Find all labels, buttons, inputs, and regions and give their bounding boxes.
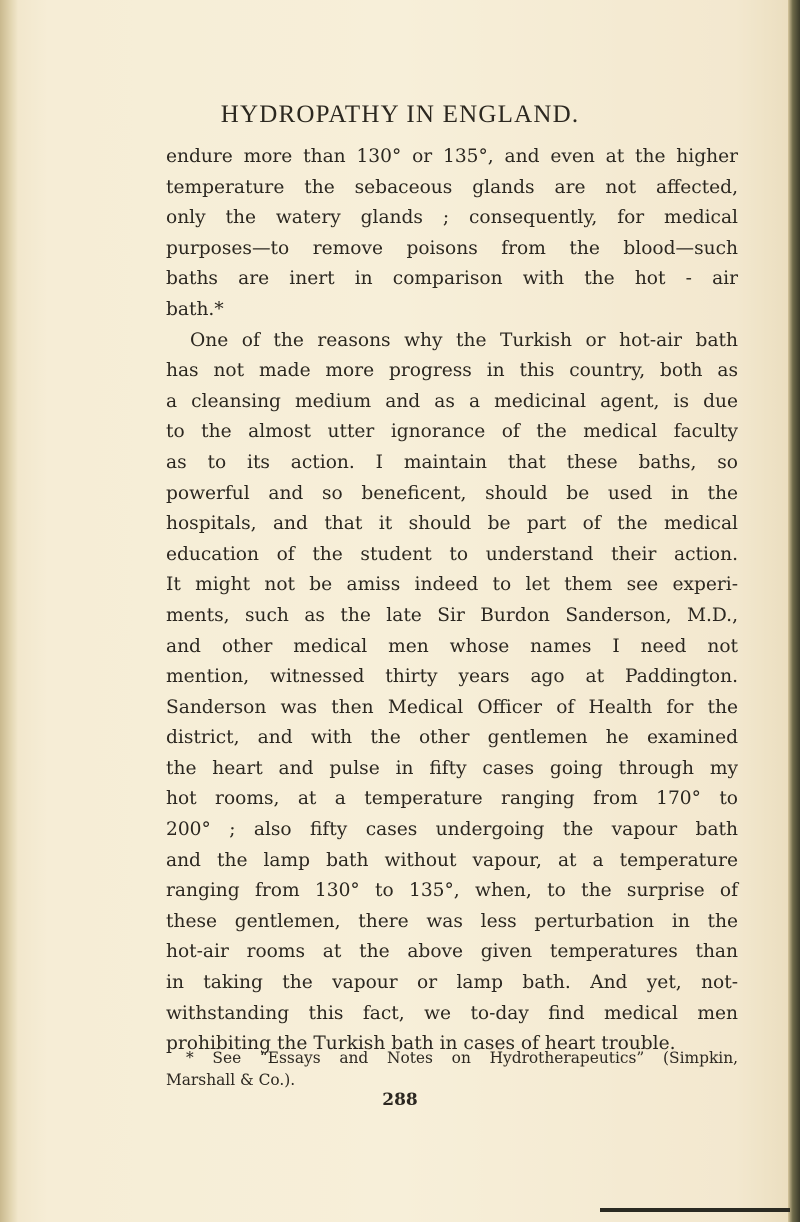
text-line: mention, witnessed thirty years ago at Paddington.: [166, 666, 738, 688]
text-line: Sanderson was then Medical Officer of Health for the: [166, 696, 738, 718]
text-line: hot rooms, at a temperature ranging from 170° to: [166, 788, 738, 810]
text-line: purposes—to remove poisons from the blood—such: [166, 237, 738, 259]
body-text: [166, 142, 738, 1060]
footnote-line: Marshall & Co.).: [166, 1071, 296, 1089]
text-line: a cleansing medium and as a medicinal agent, is due: [166, 390, 738, 412]
text-line: and the lamp bath without vapour, at a temperature: [166, 849, 738, 871]
text-line: powerful and so beneficent, should be used in the: [166, 482, 738, 504]
text-line: hot-air rooms at the above given temperatures than: [166, 941, 738, 963]
text-line: only the watery glands ; consequently, for medical: [166, 207, 738, 229]
text-line: baths are inert in comparison with the hot - air: [166, 268, 738, 290]
text-line: temperature the sebaceous glands are not affected,: [166, 176, 738, 198]
text-line: the heart and pulse in fifty cases going through my: [166, 757, 738, 779]
text-line: withstanding this fact, we to-day find medical men: [166, 1002, 738, 1024]
page-bottom-edge: [600, 1208, 790, 1212]
text-line: in taking the vapour or lamp bath. And yet, not-: [166, 972, 738, 994]
text-line: district, and with the other gentlemen he examined: [166, 727, 738, 749]
text-line: as to its action. I maintain that these baths, so: [166, 451, 738, 473]
text-line: One of the reasons why the Turkish or hot-air bath: [190, 329, 738, 351]
footnote-line: * See “Essays and Notes on Hydrotherapeutics” (Simpkin,: [186, 1049, 738, 1067]
running-head: HYDROPATHY IN ENGLAND.: [220, 101, 580, 128]
text-line: ranging from 130° to 135°, when, to the surprise of: [166, 880, 738, 902]
text-line: these gentlemen, there was less perturbation in the: [166, 910, 738, 932]
text-line: and other medical men whose names I need not: [166, 635, 738, 657]
page-number: 288: [382, 1090, 418, 1110]
page-edge: [788, 0, 800, 1222]
text-line: prohibiting the Turkish bath in cases of heart trouble.: [166, 1033, 676, 1055]
text-line: It might not be amiss indeed to let them see experi-: [166, 574, 738, 596]
page-gutter-shadow: [0, 0, 18, 1222]
text-line: 200° ; also fifty cases undergoing the vapour bath: [166, 819, 738, 841]
text-line: hospitals, and that it should be part of the medical: [166, 513, 738, 535]
footnote: [166, 1047, 738, 1091]
text-line: endure more than 130° or 135°, and even at the higher: [166, 146, 738, 167]
text-line: bath.*: [166, 298, 224, 320]
text-line: ments, such as the late Sir Burdon Sanderson, M.D.,: [166, 604, 738, 626]
text-line: education of the student to understand their action.: [166, 543, 738, 565]
text-line: to the almost utter ignorance of the medical faculty: [166, 421, 738, 443]
text-line: has not made more progress in this country, both as: [166, 360, 738, 382]
